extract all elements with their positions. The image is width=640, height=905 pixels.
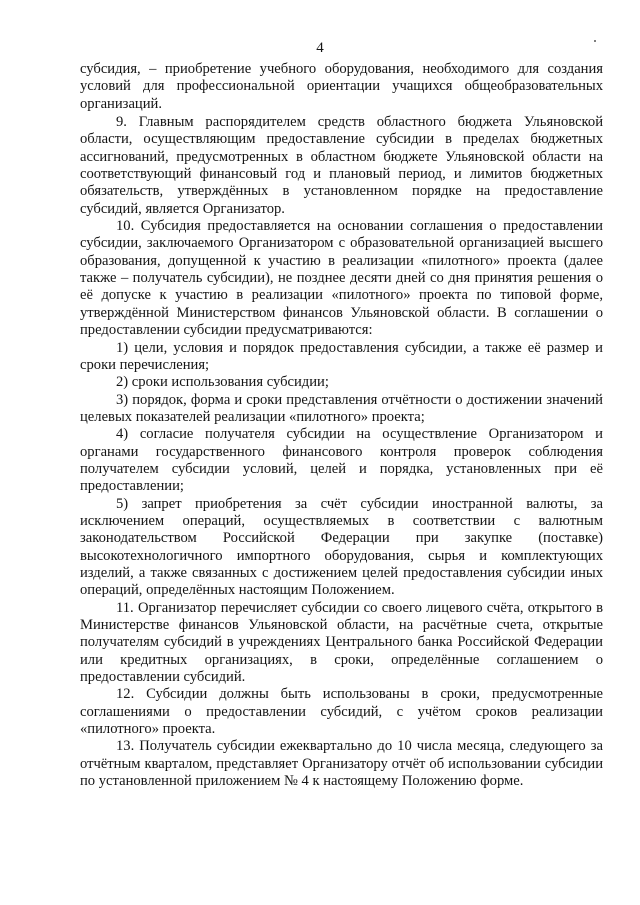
paragraph-continuation: субсидия, – приобретение учебного оборудования, необходимого для создания условий для профессиональной ориентации учащихся общеобразовательных организаций. <box>80 61 603 112</box>
paragraph-10-item-1: 1) цели, условия и порядок предоставления субсидии, а также её размер и сроки перечисления; <box>80 339 603 373</box>
page-number: 4 <box>316 40 324 56</box>
paragraph-11: 11. Организатор перечисляет субсидии со своего лицевого счёта, открытого в Министерстве финансов Ульяновской области, на расчётные счета, открытые получателям субсидий в учреждениях Центрального банка Российской Федерации или кредитных организациях, в сроки, определённые соглашением о предоставлении субсидий. <box>80 599 603 686</box>
paragraph-10-item-2: 2) сроки использования субсидии; <box>116 374 329 391</box>
paragraph-10-item-3: 3) порядок, форма и сроки представления отчётности о достижении значений целевых показателей реализации «пилотного» проекта; <box>80 391 603 425</box>
paragraph-13: 13. Получатель субсидии ежеквартально до 10 числа месяца, следующего за отчётным кварталом, представляет Организатору отчёт об использовании субсидии по установленной приложением № 4 к настоящему Положению форме. <box>80 738 603 790</box>
paragraph-12: 12. Субсидии должны быть использованы в сроки, предусмотренные соглашениями о предоставлении субсидий, с учётом сроков реализации «пилотного» проекта. <box>80 686 603 738</box>
scan-speck <box>594 40 596 42</box>
paragraph-10-item-4: 4) согласие получателя субсидии на осуществление Организатором и органами государственного финансового контроля проверок соблюдения получателем субсидии условий, целей и порядка, установленных при её предоставлении; <box>80 426 603 495</box>
paragraph-10-item-5: 5) запрет приобретения за счёт субсидии иностранной валюты, за исключением операций, осуществляемых в соответствии с валютным законодательством Российской Федерации при закупке (поставке) высокотехнологичного импортного оборудования, сырья и комплектующих изделий, а также связанных с достижением целей предоставления субсидии иных операций, определённых настоящим Положением. <box>80 495 603 599</box>
paragraph-10: 10. Субсидия предоставляется на основании соглашения о предоставлении субсидии, заключаемого Организатором с образовательной организацией высшего образования, допущенной к участию в реализации «пилотного» проекта (далее также – получатель субсидии), не позднее десяти дней со дня принятия решения о её допуске к участию в реализации «пилотного» проекта по типовой форме, утверждённой Министерством финансов Ульяновской области. В соглашении о предоставлении субсидии предусматриваются: <box>80 218 603 339</box>
paragraph-9: 9. Главным распорядителем средств областного бюджета Ульяновской области, осуществляющим предоставление субсидии в пределах бюджетных ассигнований, предусмотренных в областном бюджете Ульяновской области на соответствующий финансовый год и плановый период, и лимитов бюджетных обязательств, утверждённых в установленном порядке на предоставление субсидий, является Организатор. <box>80 114 603 217</box>
document-body <box>80 61 603 790</box>
